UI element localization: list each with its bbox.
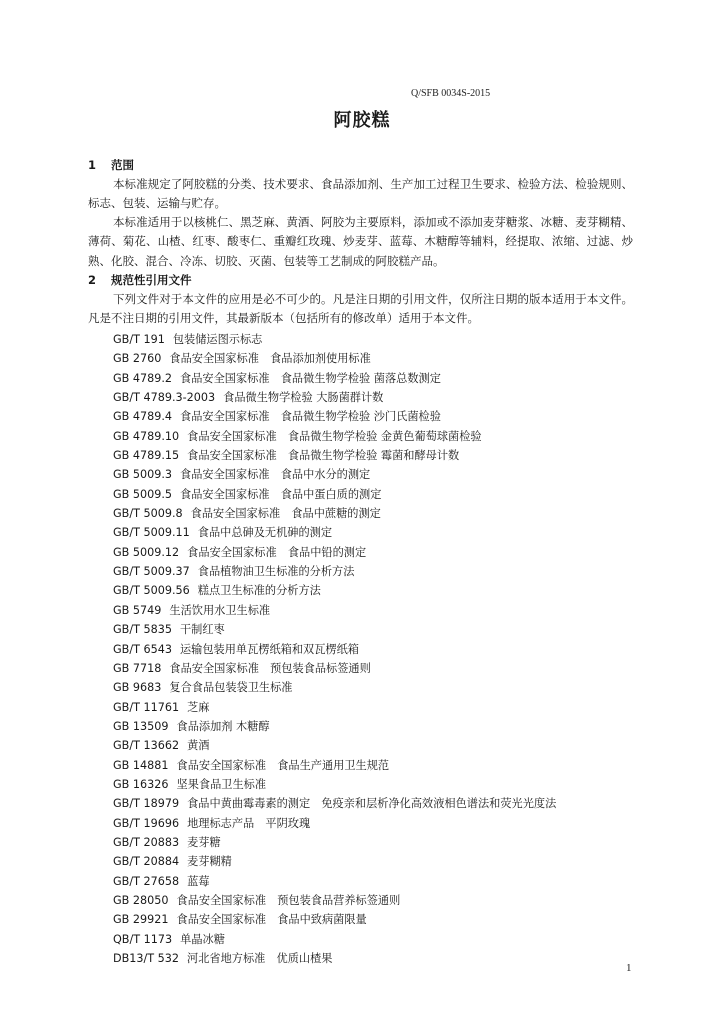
reference-code: GB 2760 (113, 352, 162, 366)
reference-title: 食品中黄曲霉毒素的测定 免疫亲和层析净化高效液相色谱法和荧光光度法 (187, 797, 557, 811)
reference-item (113, 659, 556, 678)
reference-code: GB 16326 (113, 777, 169, 791)
reference-code: GB 9683 (113, 681, 162, 695)
reference-title: 食品植物油卫生标准的分析方法 (197, 565, 355, 579)
reference-item (113, 523, 556, 542)
reference-title: 蓝莓 (187, 874, 210, 888)
scope-paragraph-1: 本标准规定了阿胶糕的分类、技术要求、食品添加剂、生产加工过程卫生要求、检验方法、检验规则、标志、包装、运输与贮存。 (88, 177, 633, 211)
reference-item (113, 562, 556, 581)
reference-code: GB 29921 (113, 913, 169, 927)
reference-code: GB 4789.15 (113, 449, 180, 463)
reference-item (113, 910, 556, 929)
scope-paragraph-2: 本标准适用于以核桃仁、黑芝麻、黄酒、阿胶为主要原料，添加或不添加麦芽糖浆、冰糖、麦芽糊精、薄荷、菊花、山楂、红枣、酸枣仁、重瓣红玫瑰、炒麦芽、蓝莓、木糖醇等辅料，经提取、浓缩、过滤、炒熟、化胶、混合、冷冻、切胶、灭菌、包装等工艺制成的阿胶糕产品。 (88, 215, 633, 268)
reference-code: GB 5009.12 (113, 545, 180, 559)
reference-title: 包装储运图示标志 (172, 333, 263, 346)
reference-code: GB/T 27658 (113, 874, 180, 888)
section-1-heading (88, 157, 134, 173)
section-2-number: 2 (88, 273, 97, 287)
reference-title: 芝麻 (187, 700, 210, 714)
reference-item (113, 736, 556, 755)
reference-code: GB 4789.10 (113, 429, 180, 443)
reference-title: 麦芽糖 (187, 835, 221, 849)
reference-item (113, 794, 556, 813)
reference-item (113, 543, 556, 562)
reference-code: GB/T 191 (113, 333, 165, 346)
reference-title: 干制红枣 (179, 623, 225, 637)
reference-code: GB/T 18979 (113, 797, 180, 811)
reference-title: 食品安全国家标准 食品微生物学检验 沙门氏菌检验 (180, 410, 441, 424)
reference-title: 食品安全国家标准 食品中致病菌限量 (176, 913, 367, 927)
reference-title: 食品中总砷及无机砷的测定 (197, 526, 333, 540)
reference-item (113, 427, 556, 446)
reference-code: GB 28050 (113, 893, 169, 907)
reference-title: 生活饮用水卫生标准 (169, 603, 271, 617)
reference-title: 坚果食品卫生标准 (176, 777, 267, 791)
reference-code: GB 4789.2 (113, 371, 173, 385)
reference-code: GB 14881 (113, 758, 169, 772)
reference-item (113, 717, 556, 736)
reference-code: GB/T 5835 (113, 623, 172, 637)
reference-code: GB 5749 (113, 603, 162, 617)
reference-title: 河北省地方标准 优质山楂果 (187, 952, 333, 965)
reference-code: GB 5009.5 (113, 487, 173, 501)
reference-code: QB/T 1173 (113, 932, 173, 946)
reference-title: 复合食品包装袋卫生标准 (169, 681, 293, 695)
reference-item (113, 756, 556, 775)
reference-title: 食品安全国家标准 食品中蔗糖的测定 (190, 507, 381, 521)
reference-item (113, 775, 556, 794)
reference-title: 食品安全国家标准 食品添加剂使用标准 (169, 352, 371, 366)
reference-item (113, 891, 556, 910)
reference-item (113, 407, 556, 426)
reference-item (113, 949, 556, 968)
reference-title: 食品安全国家标准 食品中水分的测定 (180, 468, 371, 482)
reference-item (113, 388, 556, 407)
reference-code: GB/T 5009.56 (113, 584, 190, 598)
reference-code: DB13/T 532 (113, 952, 180, 965)
reference-title: 食品安全国家标准 预包装食品标签通则 (169, 661, 371, 675)
reference-item (113, 814, 556, 833)
reference-code: GB/T 13662 (113, 739, 180, 753)
reference-title: 食品安全国家标准 食品中铅的测定 (187, 545, 367, 559)
reference-item (113, 601, 556, 620)
reference-item (113, 872, 556, 891)
reference-title: 黄酒 (187, 739, 210, 753)
reference-item (113, 930, 556, 949)
reference-title: 糕点卫生标准的分析方法 (197, 584, 321, 598)
document-title: 阿胶糕 (333, 110, 391, 131)
reference-title: 食品安全国家标准 食品生产通用卫生规范 (176, 758, 390, 772)
references-intro: 下列文件对于本文件的应用是必不可少的。凡是注日期的引用文件，仅所注日期的版本适用于本文件。凡是不注日期的引用文件，其最新版本（包括所有的修改单）适用于本文件。 (88, 292, 633, 326)
reference-code: GB/T 20884 (113, 855, 180, 869)
reference-item (113, 581, 556, 600)
reference-code: GB/T 11761 (113, 700, 180, 714)
reference-title: 食品安全国家标准 预包装食品营养标签通则 (176, 893, 401, 907)
reference-item (113, 446, 556, 465)
reference-title: 食品添加剂 木糖醇 (176, 719, 270, 733)
reference-item (113, 485, 556, 504)
reference-title: 食品安全国家标准 食品中蛋白质的测定 (180, 487, 382, 501)
reference-title: 麦芽糊精 (187, 855, 232, 869)
reference-code: GB 5009.3 (113, 468, 173, 482)
reference-title: 食品安全国家标准 食品微生物学检验 金黄色葡萄球菌检验 (187, 429, 482, 443)
document-code: Q/SFB 0034S-2015 (411, 88, 491, 99)
reference-item (113, 504, 556, 523)
reference-item (113, 465, 556, 484)
reference-code: GB 4789.4 (113, 410, 173, 424)
section-2-heading (88, 272, 192, 288)
reference-code: GB/T 4789.3-2003 (113, 391, 216, 405)
section-1-number: 1 (88, 158, 97, 172)
reference-title: 食品微生物学检验 大肠菌群计数 (223, 391, 384, 405)
reference-code: GB/T 5009.8 (113, 507, 183, 521)
reference-list (113, 330, 556, 968)
reference-item (113, 369, 556, 388)
section-2-title: 规范性引用文件 (111, 273, 192, 287)
reference-title: 食品安全国家标准 食品微生物学检验 霉菌和酵母计数 (187, 449, 460, 463)
reference-item (113, 852, 556, 871)
page-number: 1 (626, 962, 632, 974)
reference-code: GB 7718 (113, 661, 162, 675)
reference-code: GB/T 19696 (113, 816, 180, 830)
reference-item (113, 620, 556, 639)
reference-code: GB/T 20883 (113, 835, 180, 849)
reference-item (113, 330, 556, 349)
reference-title: 地理标志产品 平阴玫瑰 (187, 816, 311, 830)
section-1-title: 范围 (111, 158, 134, 172)
reference-title: 食品安全国家标准 食品微生物学检验 菌落总数测定 (180, 371, 441, 385)
reference-code: GB/T 6543 (113, 642, 172, 656)
reference-item (113, 698, 556, 717)
reference-title: 运输包装用单瓦楞纸箱和双瓦楞纸箱 (179, 642, 359, 656)
reference-code: GB/T 5009.37 (113, 565, 190, 579)
reference-code: GB/T 5009.11 (113, 526, 190, 540)
reference-title: 单晶冰糖 (180, 932, 225, 946)
reference-item (113, 833, 556, 852)
reference-item (113, 349, 556, 368)
reference-item (113, 640, 556, 659)
reference-item (113, 678, 556, 697)
reference-code: GB 13509 (113, 719, 169, 733)
